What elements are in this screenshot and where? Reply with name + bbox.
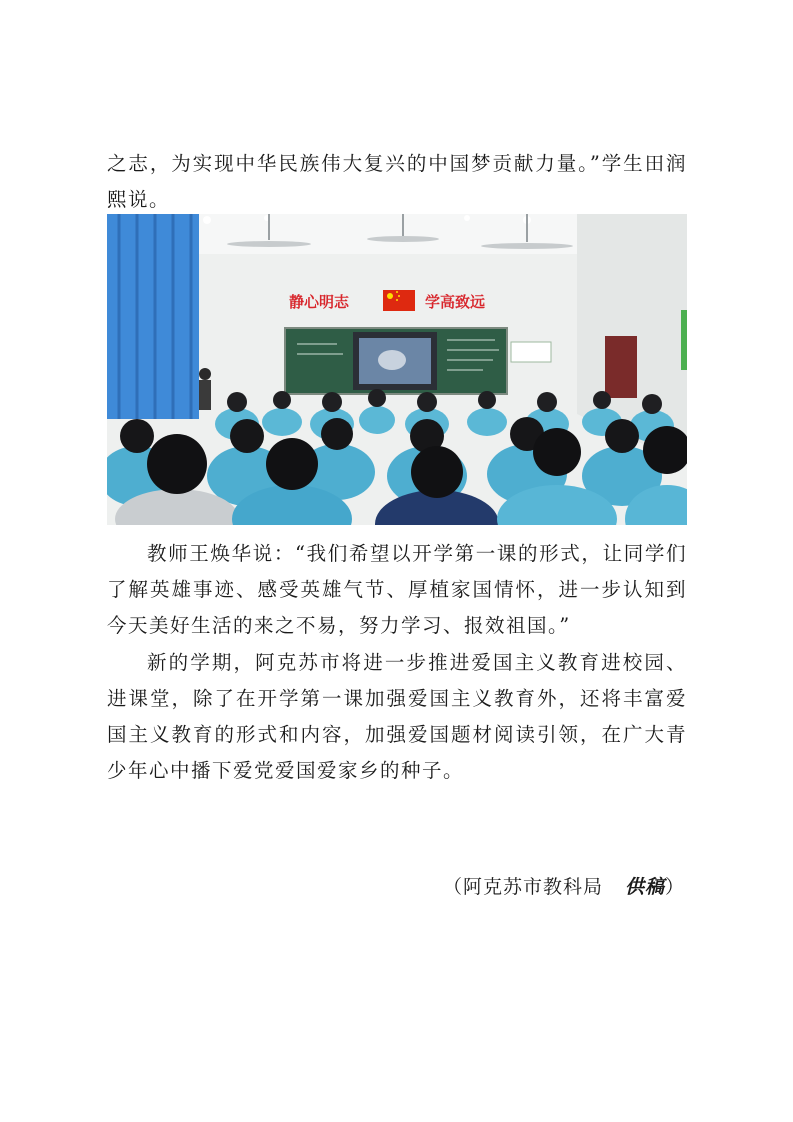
- door: [605, 336, 637, 398]
- credit-source: （阿克苏市教科局: [442, 876, 603, 898]
- curtain: [107, 214, 199, 419]
- ceiling-light: [203, 216, 211, 224]
- credit-signature: 供稿: [624, 876, 665, 898]
- source-credit: [443, 872, 685, 902]
- credit-close: ）: [664, 876, 685, 898]
- ceiling-light: [464, 215, 470, 221]
- national-flag: [383, 290, 415, 311]
- teacher-figure: [199, 368, 211, 410]
- paragraph-2: 教师王焕华说：“我们希望以开学第一课的形式，让同学们了解英雄事迹、感受英雄气节、厚植家国情怀，进一步认知到今天美好生活的来之不易，努力学习、报效祖国。”: [107, 542, 687, 637]
- classroom-illustration: [107, 214, 687, 525]
- paragraph-3: 新的学期，阿克苏市将进一步推进爱国主义教育进校园、进课堂，除了在开学第一课加强爱国主义教育外，还将丰富爱国主义教育的形式和内容，加强爱国题材阅读引领，在广大青少年心中播下爱党爱国爱家乡的种子。: [107, 651, 687, 782]
- banner-left-text: 静心明志: [289, 293, 350, 311]
- classroom-photo: [107, 214, 687, 525]
- paragraph-1: 之志，为实现中华民族伟大复兴的中国梦贡献力量。”学生田润熙说。: [107, 152, 687, 211]
- banner-right-text: 学高致远: [425, 293, 486, 311]
